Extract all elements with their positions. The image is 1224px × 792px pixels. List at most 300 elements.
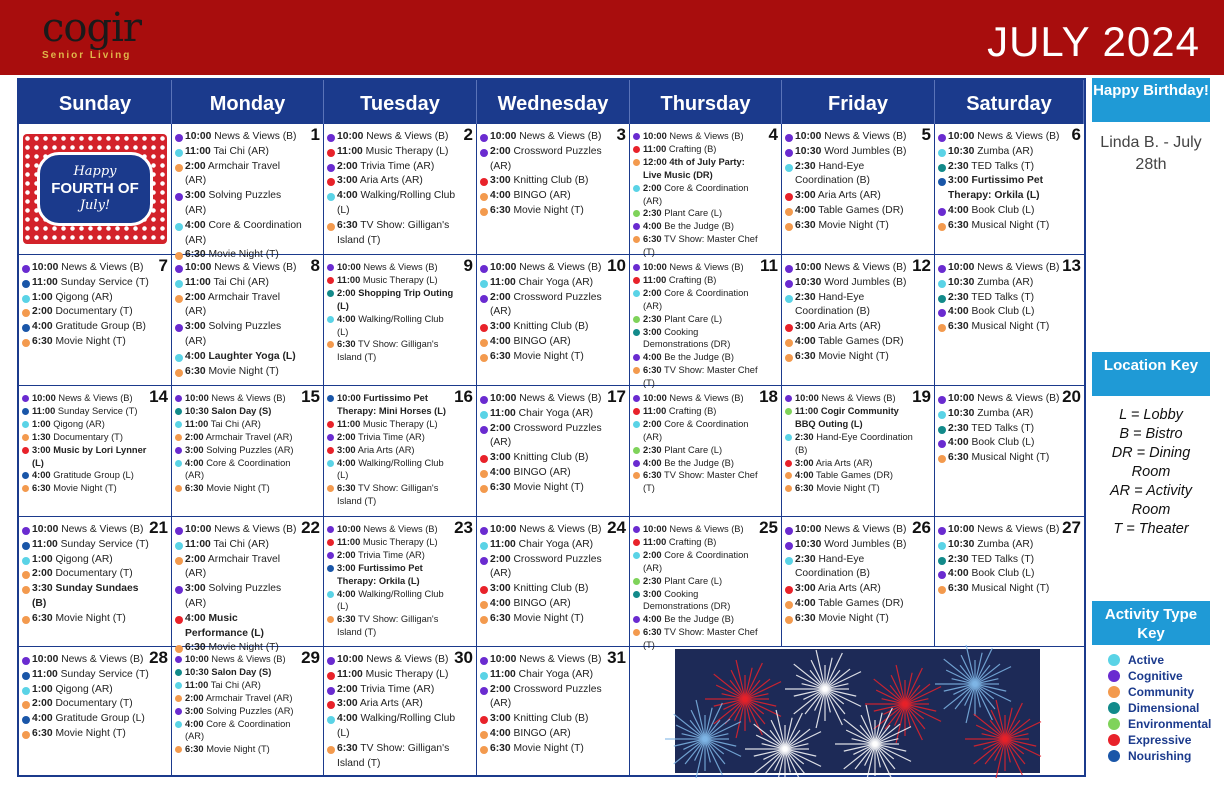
event-time: 10:00: [32, 524, 59, 535]
event-activity: News & Views (B): [214, 131, 297, 142]
event-time: 2:00: [185, 692, 204, 703]
day-cell: [324, 255, 477, 386]
event-item: [21, 668, 151, 683]
active-dot-icon: [327, 193, 335, 201]
nourishing-dot-icon: [22, 472, 29, 479]
event-activity: Table Games (DR): [816, 470, 894, 481]
event-item: [326, 261, 456, 274]
event-activity: Tai Chi (AR): [210, 679, 261, 690]
event-item: [479, 523, 609, 538]
event-time: 11:00: [337, 668, 363, 680]
event-activity: Chair Yoga (AR): [518, 538, 594, 550]
cognitive-dot-icon: [480, 557, 488, 565]
event-activity: News & Views (B): [824, 131, 907, 142]
event-time: 2:00: [490, 291, 511, 303]
day-cell: [172, 124, 324, 261]
event-activity: Movie Night (T): [513, 612, 584, 624]
cognitive-dot-icon: [633, 460, 640, 467]
event-item: [479, 668, 609, 683]
cognitive-dot-icon: [327, 552, 334, 559]
event-activity: Knitting Club (B): [513, 452, 589, 464]
event-item: [174, 219, 303, 249]
event-activity: Movie Night (T): [818, 612, 889, 624]
event-item: [937, 407, 1064, 422]
event-activity: Movie Night (T): [513, 204, 584, 216]
event-time: 6:30: [643, 627, 662, 638]
event-item: [326, 683, 456, 698]
active-dot-icon: [633, 185, 640, 192]
event-time: 11:00: [337, 145, 363, 157]
event-time: 6:30: [643, 234, 662, 245]
event-activity: News & Views (B): [977, 524, 1060, 535]
event-time: 4:00: [490, 727, 511, 739]
cognitive-dot-icon: [22, 657, 30, 665]
active-dot-icon: [175, 421, 182, 428]
event-activity: Documentary (T): [55, 568, 133, 580]
event-activity: Plant Care (L): [664, 313, 723, 324]
event-time: 2:00: [32, 306, 53, 318]
event-time: 6:30: [795, 483, 814, 494]
event-item: [937, 392, 1064, 407]
event-activity: Aria Arts (AR): [359, 175, 423, 187]
event-item: [632, 536, 761, 549]
event-activity: News & Views (B): [363, 262, 438, 272]
community-dot-icon: [785, 616, 793, 624]
event-time: 2:30: [948, 160, 969, 172]
cognitive-dot-icon: [327, 526, 334, 533]
event-activity: Movie Night (T): [513, 350, 584, 362]
event-list: [632, 392, 761, 495]
event-item: [21, 320, 151, 335]
day-cell: [324, 124, 477, 255]
active-dot-icon: [785, 557, 793, 565]
cognitive-dot-icon: [175, 265, 183, 273]
activity-key-item: [1118, 700, 1218, 716]
calendar-grid: [17, 78, 1086, 777]
event-item: [479, 451, 609, 466]
event-time: 2:00: [185, 160, 206, 172]
event-item: [937, 174, 1064, 204]
event-time: 6:30: [795, 350, 816, 362]
expressive-dot-icon: [480, 178, 488, 186]
event-item: [479, 612, 609, 627]
event-activity: Be the Judge (B): [664, 221, 734, 232]
day-number: 25: [759, 518, 778, 537]
expressive-dot-icon: [785, 586, 793, 594]
event-item: [326, 536, 456, 549]
event-time: 10:30: [948, 538, 975, 550]
cognitive-dot-icon: [175, 586, 183, 594]
expressive-dot-icon: [327, 539, 334, 546]
day-number: 31: [607, 648, 626, 667]
event-activity: Crafting (B): [668, 536, 717, 547]
nourishing-dot-icon: [1108, 750, 1120, 762]
community-dot-icon: [785, 472, 792, 479]
day-cell: [630, 517, 782, 651]
event-item: [784, 261, 914, 276]
event-activity: Cooking Demonstrations (DR): [643, 588, 731, 612]
event-time: 12:00: [643, 156, 667, 167]
event-time: 4:00: [795, 597, 816, 609]
event-time: 10:00: [185, 262, 212, 273]
event-time: 10:00: [795, 524, 822, 535]
event-item: [174, 743, 303, 756]
event-item: [632, 287, 761, 313]
event-activity: TV Show: Master Chef (T): [643, 234, 758, 258]
event-activity: BINGO (AR): [513, 190, 571, 202]
cognitive-dot-icon: [785, 134, 793, 142]
event-item: [21, 653, 151, 668]
fourth-badge: [37, 152, 153, 226]
event-time: 4:00: [185, 219, 206, 231]
cognitive-dot-icon: [175, 708, 182, 715]
event-activity: Core & Coordination (AR): [643, 418, 749, 442]
event-activity: Qigong (AR): [55, 291, 113, 303]
community-dot-icon: [633, 367, 640, 374]
event-list: [479, 653, 609, 757]
weekday-saturday: Saturday: [935, 80, 1084, 124]
event-item: [174, 538, 303, 553]
event-activity: News & Views (B): [669, 131, 744, 141]
community-dot-icon: [480, 746, 488, 754]
event-item: [937, 436, 1064, 451]
cogir-logo: [42, 5, 152, 61]
event-time: 6:30: [490, 742, 511, 754]
nourishing-dot-icon: [22, 408, 29, 415]
event-activity: Chair Yoga (AR): [518, 668, 594, 680]
community-dot-icon: [938, 324, 946, 332]
cognitive-dot-icon: [633, 526, 640, 533]
event-item: [784, 145, 914, 160]
event-item: [326, 668, 456, 683]
nourishing-dot-icon: [327, 565, 334, 572]
event-time: 3:00: [337, 698, 358, 710]
event-activity: Walking/Rolling Club (L): [337, 313, 444, 337]
cognitive-dot-icon: [480, 295, 488, 303]
event-activity: Aria Arts (AR): [815, 457, 873, 468]
event-item: [326, 457, 456, 483]
event-activity: Book Club (L): [971, 204, 1035, 216]
community-dot-icon: [480, 470, 488, 478]
event-time: 6:30: [185, 483, 204, 494]
event-activity: Gratitude Group (L): [55, 713, 145, 725]
event-time: 4:00: [490, 597, 511, 609]
event-activity: Walking/Rolling Club (L): [337, 588, 444, 612]
event-activity: Music Therapy (L): [362, 536, 438, 547]
active-dot-icon: [480, 542, 488, 550]
event-activity: Furtissimo Pet Therapy: Orkila (L): [948, 175, 1044, 202]
day-cell: [782, 386, 935, 517]
event-time: 2:30: [795, 160, 816, 172]
event-time: 3:00: [643, 588, 662, 599]
event-time: 3:00: [490, 452, 511, 464]
event-item: [21, 392, 151, 405]
event-item: [21, 727, 151, 742]
event-item: [326, 431, 456, 444]
community-dot-icon: [175, 164, 183, 172]
event-activity: Trivia Time (AR): [358, 431, 425, 442]
event-time: 1:00: [32, 683, 53, 695]
activity-key-item: [1118, 732, 1218, 748]
event-activity: Laughter Yoga (L): [208, 350, 296, 362]
day-number: 13: [1062, 256, 1081, 275]
event-time: 11:00: [32, 276, 58, 288]
event-activity: Tai Chi (AR): [213, 276, 269, 288]
event-activity: News & Views (B): [669, 393, 744, 403]
event-item: [21, 261, 151, 276]
birthday-text: Linda B. - July 28th: [1100, 134, 1202, 173]
event-item: [326, 653, 456, 668]
fireworks-image: [675, 649, 1040, 773]
day-cell: [782, 517, 935, 647]
day-number: 15: [301, 387, 320, 406]
community-dot-icon: [633, 236, 640, 243]
event-item: [21, 335, 151, 350]
event-activity: Movie Night (T): [206, 744, 270, 755]
environmental-dot-icon: [633, 210, 640, 217]
event-activity: Movie Night (T): [208, 249, 279, 261]
day-cell: [477, 386, 630, 517]
event-activity: Sunday Service (T): [60, 276, 149, 288]
event-time: 3:00: [32, 444, 51, 455]
event-item: [632, 156, 761, 182]
event-activity: Crossword Puzzles (AR): [490, 145, 602, 172]
day-number: 26: [912, 518, 931, 537]
event-time: 10:00: [490, 393, 517, 404]
event-item: [784, 523, 914, 538]
event-activity: Book Club (L): [971, 437, 1035, 449]
event-item: [21, 683, 151, 698]
fourth-text: [40, 163, 150, 214]
event-time: 2:00: [185, 431, 204, 442]
event-activity: Tai Chi (AR): [213, 538, 269, 550]
event-time: 6:30: [490, 350, 511, 362]
event-time: 2:30: [795, 291, 816, 303]
cognitive-dot-icon: [22, 395, 29, 402]
event-item: [632, 444, 761, 457]
event-item: [21, 567, 151, 582]
day-cell: [935, 255, 1084, 386]
event-item: [632, 130, 761, 143]
cognitive-dot-icon: [633, 616, 640, 623]
event-time: 10:00: [643, 262, 667, 272]
event-time: 11:00: [490, 407, 516, 419]
event-activity: TV Show: Master Chef (T): [643, 627, 758, 651]
event-activity: Sunday Sundaes (B): [32, 583, 139, 609]
event-activity: Musical Night (T): [971, 452, 1050, 464]
event-item: [174, 418, 303, 431]
event-item: [479, 261, 609, 276]
activity-key-label: Nourishing: [1128, 749, 1192, 763]
event-item: [174, 261, 303, 276]
event-time: 3:00: [185, 705, 204, 716]
active-dot-icon: [633, 290, 640, 297]
active-dot-icon: [175, 542, 183, 550]
event-activity: Core & Coordination (AR): [185, 219, 302, 246]
community-dot-icon: [785, 223, 793, 231]
event-activity: Crossword Puzzles (AR): [490, 553, 602, 580]
event-list: [326, 392, 456, 508]
event-item: [21, 418, 151, 431]
event-item: [21, 697, 151, 712]
nourishing-dot-icon: [22, 280, 30, 288]
event-time: 3:00: [490, 713, 511, 725]
event-activity: Hand-Eye Coordination (B): [795, 160, 870, 187]
cognitive-dot-icon: [327, 264, 334, 271]
event-time: 11:00: [490, 668, 516, 680]
event-time: 6:30: [948, 219, 969, 231]
event-item: [479, 335, 609, 350]
event-activity: Chair Yoga (AR): [518, 407, 594, 419]
month-title: JULY 2024: [987, 18, 1200, 65]
community-dot-icon: [22, 339, 30, 347]
event-activity: Solving Puzzles (AR): [185, 190, 282, 216]
day-number: 9: [463, 256, 473, 275]
cognitive-dot-icon: [633, 133, 640, 140]
event-item: [479, 130, 609, 145]
event-activity: Crafting (B): [668, 143, 717, 154]
event-time: 2:00: [337, 431, 356, 442]
event-time: 4:00: [795, 204, 816, 216]
event-activity: News & Views (B): [977, 131, 1060, 142]
cognitive-dot-icon: [175, 527, 183, 535]
event-activity: Zumba (AR): [977, 407, 1034, 419]
weekday-thursday: Thursday: [630, 80, 782, 124]
event-activity: BINGO (AR): [513, 597, 571, 609]
event-activity: Movie Night (T): [818, 219, 889, 231]
event-item: [784, 335, 914, 350]
event-activity: News & Views (B): [519, 524, 602, 535]
day-number: 24: [607, 518, 626, 537]
day-cell: [630, 255, 782, 389]
event-item: [632, 182, 761, 208]
location-key-line: L = Lobby: [1119, 407, 1183, 423]
day-number: 10: [607, 256, 626, 275]
event-item: [479, 189, 609, 204]
dimensional-dot-icon: [633, 329, 640, 336]
event-activity: News & Views (B): [211, 393, 286, 403]
event-item: [632, 326, 761, 352]
event-time: 6:30: [948, 452, 969, 464]
day-cell: [172, 386, 324, 517]
event-item: [479, 320, 609, 335]
cognitive-dot-icon: [327, 687, 335, 695]
event-activity: News & Views (B): [821, 393, 896, 403]
event-list: [21, 261, 151, 350]
event-time: 10:00: [32, 654, 59, 665]
event-item: [937, 130, 1064, 145]
event-activity: Musical Night (T): [971, 321, 1050, 333]
expressive-dot-icon: [327, 149, 335, 157]
location-key-line: DR = Dining Room: [1111, 445, 1191, 480]
event-item: [479, 422, 609, 452]
event-activity: News & Views (B): [824, 524, 907, 535]
event-activity: Music Therapy (L): [365, 668, 449, 680]
event-activity: Table Games (DR): [818, 597, 904, 609]
event-activity: Music Performance (L): [185, 612, 264, 639]
day-cell: [19, 386, 172, 517]
event-item: [632, 143, 761, 156]
event-time: 6:30: [32, 727, 53, 739]
weekday-sunday: Sunday: [19, 80, 172, 124]
event-time: 10:30: [185, 405, 209, 416]
expressive-dot-icon: [22, 447, 29, 454]
image-cell: [630, 647, 1084, 775]
community-dot-icon: [785, 339, 793, 347]
day-number: 6: [1071, 125, 1081, 144]
activity-key-item: [1118, 668, 1218, 684]
event-time: 2:00: [337, 683, 358, 695]
environmental-dot-icon: [633, 447, 640, 454]
active-dot-icon: [633, 552, 640, 559]
cognitive-dot-icon: [22, 527, 30, 535]
header-banner: [0, 0, 1224, 75]
event-activity: Solving Puzzles (AR): [206, 444, 294, 455]
event-time: 11:00: [32, 668, 58, 680]
event-time: 10:00: [948, 524, 975, 535]
event-item: [937, 305, 1064, 320]
event-item: [21, 444, 151, 470]
community-dot-icon: [480, 339, 488, 347]
event-item: [479, 683, 609, 713]
event-time: 4:00: [32, 713, 53, 725]
day-number: 5: [921, 125, 931, 144]
event-time: 3:00: [490, 175, 511, 187]
event-item: [937, 553, 1064, 568]
community-dot-icon: [22, 701, 30, 709]
event-list: [784, 392, 914, 495]
community-dot-icon: [633, 629, 640, 636]
event-activity: News & Views (B): [366, 131, 449, 142]
event-item: [326, 338, 456, 364]
event-item: [21, 405, 151, 418]
event-time: 10:00: [948, 393, 975, 404]
event-time: 10:00: [185, 393, 209, 403]
active-dot-icon: [785, 295, 793, 303]
event-item: [326, 130, 456, 145]
event-time: 3:00: [337, 444, 356, 455]
event-time: 3:00: [185, 583, 206, 595]
event-item: [479, 204, 609, 219]
event-list: [326, 261, 456, 364]
active-dot-icon: [327, 591, 334, 598]
event-time: 10:00: [490, 262, 517, 273]
event-item: [174, 457, 303, 483]
community-dot-icon: [480, 193, 488, 201]
event-time: 10:00: [643, 524, 667, 534]
event-time: 6:30: [185, 249, 206, 261]
event-item: [174, 582, 303, 612]
cognitive-dot-icon: [175, 324, 183, 332]
event-item: [479, 538, 609, 553]
event-time: 2:30: [948, 422, 969, 434]
community-dot-icon: [785, 208, 793, 216]
event-time: 4:00: [185, 612, 206, 624]
event-item: [326, 523, 456, 536]
community-dot-icon: [175, 434, 182, 441]
event-item: [479, 712, 609, 727]
expressive-dot-icon: [1108, 734, 1120, 746]
event-activity: Word Jumbles (B): [824, 145, 907, 157]
event-item: [784, 405, 914, 431]
event-activity: News & Views (B): [214, 262, 297, 273]
event-list: [326, 653, 456, 771]
event-activity: Armchair Travel (AR): [205, 692, 293, 703]
event-list: [21, 523, 151, 627]
event-time: 2:00: [490, 683, 511, 695]
event-item: [937, 582, 1064, 597]
cognitive-dot-icon: [1108, 670, 1120, 682]
